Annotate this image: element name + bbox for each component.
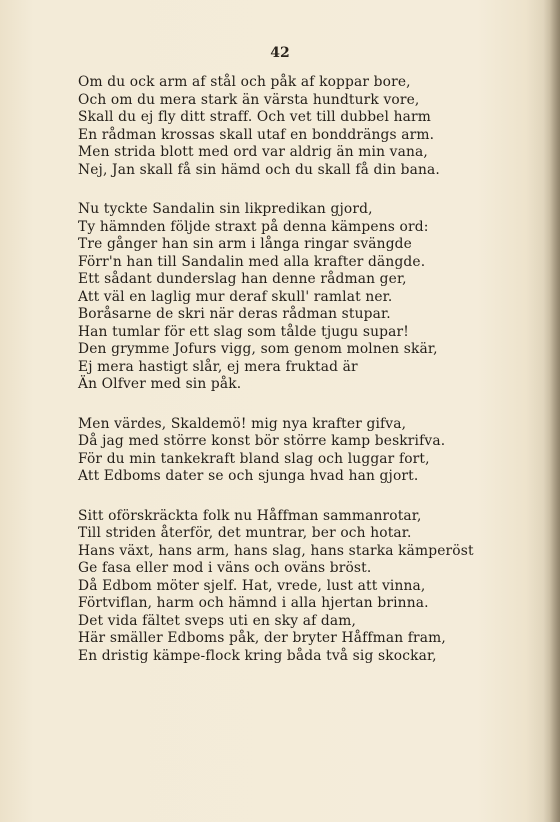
poem-line: Ett sådant dunderslag han denne rådman ger,: [78, 271, 407, 287]
poem-line: Boråsarne de skri när deras rådman stupar.: [78, 306, 391, 322]
poem-line: Då jag med större konst bör större kamp beskrifva.: [78, 433, 446, 449]
stanza: [78, 508, 488, 666]
poem-line: Förr'n han till Sandalin med alla krafter dängde.: [78, 253, 426, 270]
poem-line: Ge fasa eller mod i väns och oväns bröst.: [78, 560, 372, 576]
poem-line: Om du ock arm af stål och påk af koppar bore,: [78, 74, 411, 90]
poem-line: Förtviflan, harm och hämnd i alla hjertan brinna.: [78, 595, 429, 611]
poem-line: Än Olfver med sin påk.: [78, 376, 242, 392]
poem-line: Då Edbom möter sjelf. Hat, vrede, lust att vinna,: [78, 577, 426, 594]
stanza: [78, 74, 488, 179]
stanza: [78, 416, 488, 486]
poem-line: Till striden återför, det muntrar, ber och hotar.: [78, 525, 412, 541]
poem-line: Sitt oförskräckta folk nu Håffman sammanrotar,: [78, 507, 422, 524]
poem-line: Han tumlar för ett slag som tålde tjugu supar!: [78, 323, 409, 340]
poem-line: Men strida blott med ord var aldrig än min vana,: [78, 144, 428, 160]
poem-line: Hans växt, hans arm, hans slag, hans starka kämperöst: [78, 542, 474, 559]
poem-line: Och om du mera stark än värsta hundturk vore,: [78, 91, 420, 108]
page-edge-shadow: [526, 0, 560, 822]
poem-line: Att väl en laglig mur deraf skull' ramlat ner.: [78, 288, 393, 305]
poem-line: Ty hämnden följde straxt på denna kämpens ord:: [78, 218, 429, 235]
poem-line: Men värdes, Skaldemö! mig nya krafter gifva,: [78, 415, 407, 432]
poem-line: Här smäller Edboms påk, der bryter Håffman fram,: [78, 630, 446, 646]
poem-line: Ej mera hastigt slår, ej mera fruktad är: [78, 358, 358, 375]
poem-line: Skall du ej fly ditt straff. Och vet till dubbel harm: [78, 109, 431, 125]
poem-line: Att Edboms dater se och sjunga hvad han gjort.: [78, 468, 419, 484]
poem-line: Den grymme Jofurs vigg, som genom molnen skär,: [78, 341, 438, 357]
stanza: [78, 201, 488, 394]
poem-line: Nu tyckte Sandalin sin likpredikan gjord,: [78, 201, 373, 217]
poem-line: Det vida fältet sveps uti en sky af dam,: [78, 612, 357, 629]
poem-line: Nej, Jan skall få sin hämd och du skall få din bana.: [78, 161, 440, 178]
poem-line: En rådman krossas skall utaf en bonddrängs arm.: [78, 126, 435, 143]
poem-line: En dristig kämpe-flock kring båda två sig skockar,: [78, 647, 437, 664]
page-number: 42: [270, 45, 290, 61]
poem-body: [78, 74, 488, 687]
poem-line: För du min tankekraft bland slag och luggar fort,: [78, 450, 430, 467]
poem-line: Tre gånger han sin arm i långa ringar svängde: [78, 236, 412, 252]
